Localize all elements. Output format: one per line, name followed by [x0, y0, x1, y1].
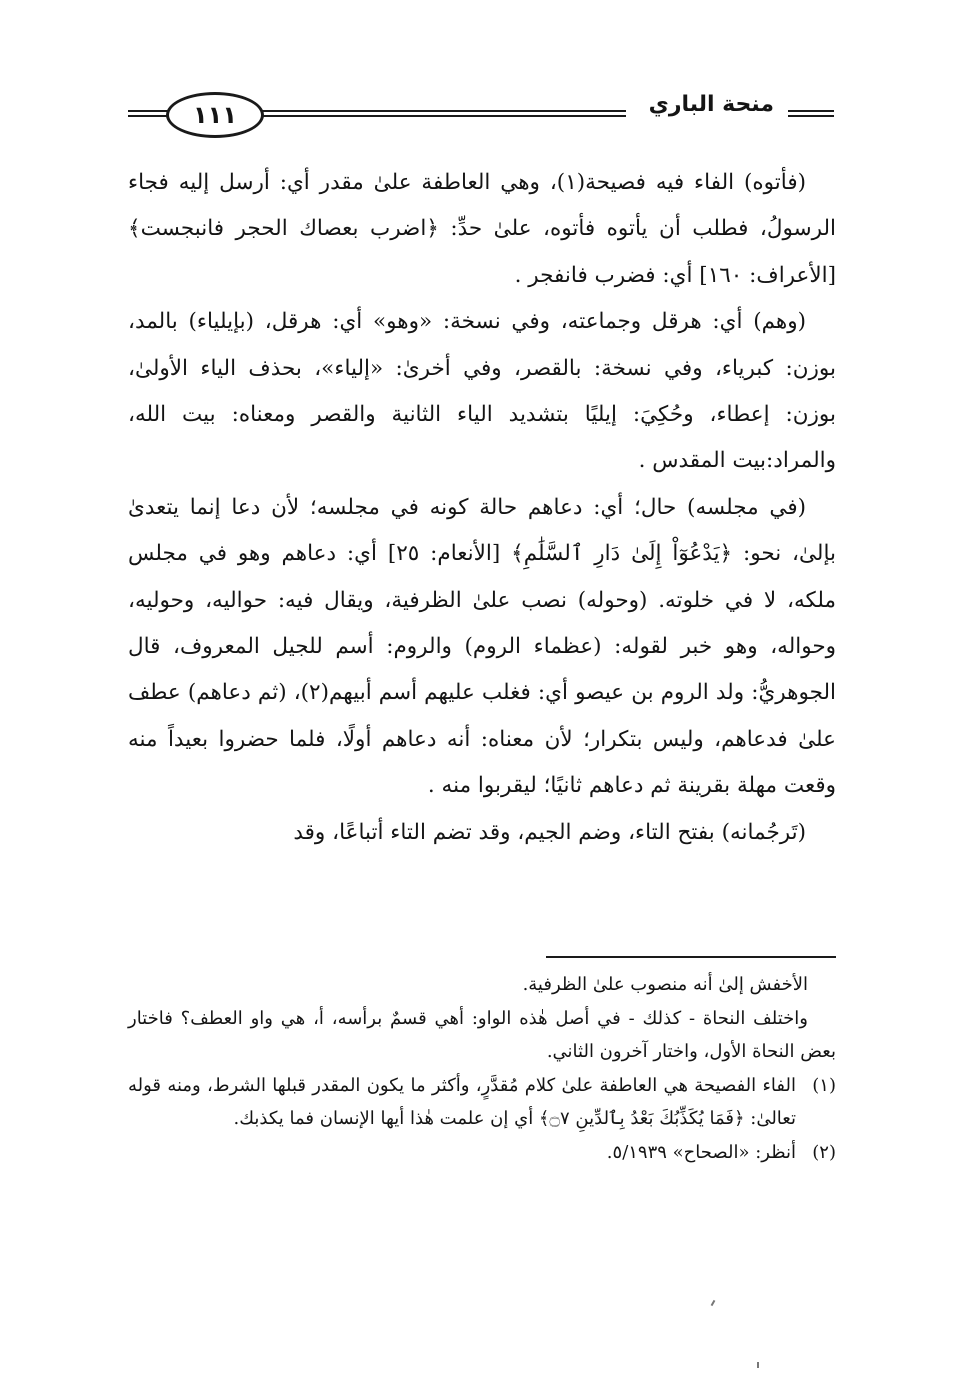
- footnote-text: الفاء الفصيحة هي العاطفة علىٰ كلام مُقدَّرٍ، وأكثر ما يكون المقدر قبلها الشرط، ومنه قوله تعالىٰ: ﴿فَمَا يُكَذِّبُكَ بَعْدُ بِٱلدِّينِ ۝٧﴾ أي إن علمت هٰذا أيها الإنسان فما يكذبك.: [128, 1074, 796, 1129]
- main-text: [128, 160, 836, 856]
- footnote-1: [128, 1069, 836, 1136]
- running-title: منحة الباري: [648, 92, 774, 117]
- header-rule-right: [788, 110, 834, 117]
- body-paragraph: (تَرجُمانه) بفتح التاء، وضم الجيم، وقد تضم التاء أتباعًا، وقد: [293, 819, 806, 845]
- footnote-number: (٢): [812, 1141, 836, 1163]
- body-paragraph: (فأتوه) الفاء فيه فصيحة(١)، وهي العاطفة علىٰ مقدر أي: أرسل إليه فجاء الرسولُ، فطلب أن يأتوه فأتوه، علىٰ حدِّ: ﴿اضرب بعصاك الحجر فانبجست﴾ [الأعراف: ١٦٠] أي: فضرب فانفجر .: [128, 170, 836, 288]
- body-paragraph: (في مجلسه) حال؛ أي: دعاهم حالة كونه في مجلسه؛ لأن دعا إنما يتعدىٰ بإلىٰ، نحو: ﴿يَدْعُوٓاْ إِلَىٰ دَارِ ٱلسَّلَٰمِ﴾ [الأنعام: ٢٥] أي: دعاهم وهو في مجلس ملكه، لا في خلوته. (وحوله) نصب علىٰ الظرفية، ويقال فيه: حواليه، وحوليه، وحواله، وهو خبر لقوله: (عظماء الروم) والروم: أسم للجيل المعروف، قال الجوهريُّ: ولد الروم بن عيصو أي: فغلب عليهم أسم أبيهم(٢)، (ثم دعاهم) عطف علىٰ فدعاهم، وليس بتكرار؛ لأن معناه: أنه دعاهم أولًا، فلما حضروا بعيداً منه وقعت مهلة بقرينة ثم دعاهم ثانيًا؛ ليقربوا منه .: [128, 494, 836, 799]
- page-header: [118, 84, 834, 148]
- footnote-2: [128, 1136, 836, 1170]
- footnote-carry-line: الأخفش إلىٰ أنه منصوب علىٰ الظرفية.: [522, 974, 808, 995]
- page-number-badge: [166, 92, 264, 138]
- header-rule-middle: [238, 110, 626, 117]
- footnote-carry-line: واختلف النحاة - كذلك - في أصل هٰذه الواو: أهي قسمٌ برأسه، أ، هي واو العطف؟ فاختار بعض النحاة الأول، واختار آخرون الثاني.: [128, 1007, 836, 1062]
- scan-speck: [711, 1300, 716, 1306]
- footnote-number: (١): [812, 1074, 836, 1096]
- body-paragraph: (وهم) أي: هرقل وجماعته، وفي نسخة: «وهو» أي: هرقل، (بإيلياء) بالمد، بوزن: كبرياء، وفي نسخة: بالقصر، وفي أخرىٰ: «إلياء»، بحذف الياء الأولىٰ، بوزن: إعطاء، وحُكِيَ: إيليًا بتشديد الياء الثانية والقصر ومعناه: بيت الله، والمراد:بيت المقدس .: [128, 309, 836, 474]
- scan-speck: [757, 1362, 759, 1368]
- footnote-separator: [546, 956, 836, 958]
- page-number: ١١١: [193, 101, 237, 129]
- footnotes: [128, 968, 836, 1169]
- footnote-text: أنظر: «الصحاح» ٥/١٩٣٩.: [606, 1141, 796, 1163]
